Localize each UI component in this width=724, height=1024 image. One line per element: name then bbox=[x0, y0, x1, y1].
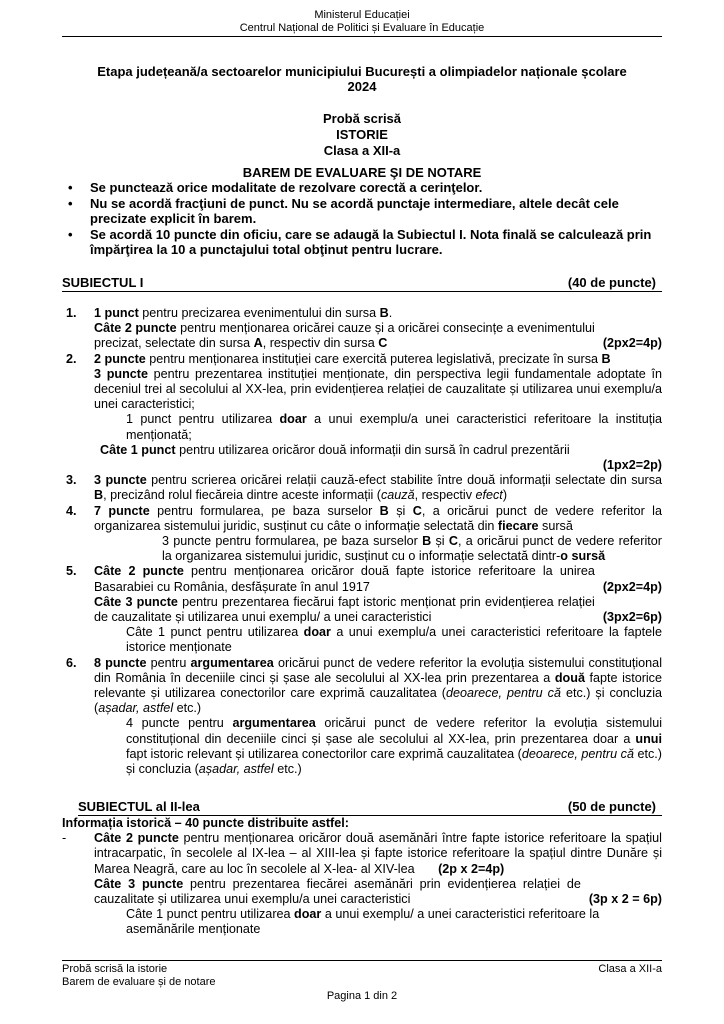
section-2-content bbox=[62, 816, 662, 938]
section-2-heading bbox=[78, 799, 662, 816]
rule-item: • Se acordă 10 puncte din oficiu, care se adaugă la Subiectul I. Nota finală se calculează prin împărţirea la 10 a punctajului total obţinut pentru lucrare. bbox=[64, 227, 664, 258]
general-rules-list bbox=[64, 180, 664, 258]
header-divider bbox=[62, 36, 662, 37]
s2-a-points: (2p x 2=4p) bbox=[438, 861, 505, 876]
item-2-points: (1px2=2p) bbox=[602, 458, 662, 473]
barem-title: BAREM DE EVALUARE ŞI DE NOTARE bbox=[242, 165, 482, 180]
s2-item: - Câte 2 puncte pentru menționarea oricăror două asemănări între fapte istorice referitoare la spațiul intracarpatic, în secolele al IX-lea – al XIII-lea și fapte istorice referitoare la spațiul dintre Dunăre și Marea Neagră, care au loc în secolele al X-lea- al XIV-lea (2p x 2=4p) Câte 3 puncte pentru prezentarea fiecărei asemănări prin evidențierea relației de cauzalitate și utilizarea unui exemplu/a unei caracteristici (3p x 2 = 6p) Câte 1 punct pentru utilizarea doar a unui exemplu/ a unei caracteristici referitoare la asemănările menționate bbox=[62, 831, 662, 937]
item-5a-points: (2px2=4p) bbox=[602, 579, 662, 594]
item-5b-points: (3px2=6p) bbox=[602, 610, 662, 625]
info-heading: Informația istorică – 40 puncte distribuite astfel: bbox=[62, 816, 349, 830]
class-label: Clasa a XII-a bbox=[323, 143, 401, 158]
item-6: 6. 8 puncte pentru argumentarea oricărui punct de vedere referitor la evoluția sistemului constituțional din România în deceniile cinci și șase ale secolului al XX-lea prin prezentarea a două fapte istorice relevante și utilizarea conectorilor care exprimă cauzalitatea (deoarece, pentru că etc.) și concluzia (așadar, astfel etc.) 4 puncte pentru argumentarea oricărui punct de vedere referitor la evoluția sistemului constituțional din deceniile cinci și șase ale secolului al XX-lea, prin prezentarea doar a unui fapt istoric relevant și utilizarea conectorilor care exprimă cauzalitatea (deoarece, pentru că etc.) și concluzia (așadar, astfel etc.) bbox=[66, 655, 663, 777]
page-number: Pagina 1 din 2 bbox=[326, 990, 398, 1002]
item-2: 2. 2 puncte pentru menționarea instituției care exercită puterea legislativă, precizate în sursa B 3 puncte pentru prezentarea instituției menționate, din perspectiva legii fundamentale adoptate în deceniul trei al secolului al XX-lea, prin evidențierea relației de cauzalitate și utilizarea unui exemplu/a unei caracteristici; 1 punct pentru utilizarea doar a unui exemplu/a unei caracteristici referitoare la instituția menționată; Câte 1 punct pentru utilizarea oricăror două informații din sursă în cadrul prezentării (1px2=2p) bbox=[66, 351, 662, 473]
item-4: 4. 7 puncte pentru formularea, pe baza surselor B și C, a oricărui punct de vedere referitor la organizarea sistemului juridic, susținut cu câte o informație selectată din fiecare sursă 3 puncte pentru formularea, pe baza surselor B și C, a oricărui punct de vedere referitor la organizarea sistemului juridic, susținut cu o informație selectată dintr-o sursă bbox=[66, 503, 662, 564]
subject-label: ISTORIE bbox=[336, 127, 388, 142]
item-3: 3. 3 puncte pentru scrierea oricărei relații cauză-efect stabilite între două informații selectate din sursa B, precizând rolul fiecăreia dintre aceste informații (cauză, respectiv efect) bbox=[66, 473, 662, 503]
section-1-points: (40 de puncte) bbox=[567, 275, 656, 290]
section-1-items bbox=[62, 306, 662, 777]
rule-item: • Nu se acordă fracţiuni de punct. Nu se acordă punctaje intermediare, altele decât cele precizate explicit în barem. bbox=[64, 196, 664, 227]
section-2-points: (50 de puncte) bbox=[567, 799, 656, 814]
probe-label: Probă scrisă bbox=[322, 111, 402, 126]
item-5: 5. Câte 2 puncte pentru menționarea oricăror două fapte istorice referitoare la unirea Basarabiei cu România, desfășurate în anul 1917 (2px2=4p) Câte 3 puncte pentru prezentarea fiecărui fapt istoric menționat prin evidențierea relației de cauzalitate și utilizarea unui exemplu/ a unei caracteristici (3px2=6p) Câte 1 punct pentru utilizarea doar a unui exemplu/a unei caracteristici referitoare la faptele istorice menționate bbox=[66, 564, 662, 655]
footer-right: Clasa a XII-a bbox=[598, 963, 662, 975]
olympiad-year: 2024 bbox=[347, 79, 377, 94]
footer-left-2: Barem de evaluare și de notare bbox=[62, 976, 216, 988]
center-header: Centrul Național de Politici și Evaluare în Educație bbox=[239, 22, 485, 34]
item-1: 1. 1 punct pentru precizarea evenimentului din sursa B. Câte 2 puncte pentru menționarea oricărei cauze și a oricărei consecințe a evenimentului precizat, selectate din sursa A, respectiv din sursa C (2px2=4p) bbox=[66, 306, 662, 351]
rule-item: • Se punctează orice modalitate de rezolvare corectă a cerinţelor. bbox=[64, 180, 664, 196]
section-2-title: SUBIECTUL al II-lea bbox=[78, 799, 200, 814]
section-1-title: SUBIECTUL I bbox=[62, 275, 144, 290]
s2-b-points: (3p x 2 = 6p) bbox=[588, 892, 662, 907]
footer-divider bbox=[62, 960, 662, 961]
olympiad-title: Etapa județeană/a sectoarelor municipiului București a olimpiadelor naționale școlare bbox=[97, 64, 627, 79]
section-1-heading bbox=[62, 275, 662, 292]
item-1-points: (2px2=4p) bbox=[602, 336, 662, 351]
footer-left-1: Probă scrisă la istorie bbox=[62, 963, 168, 975]
ministry-header: Ministerul Educației bbox=[314, 9, 410, 21]
